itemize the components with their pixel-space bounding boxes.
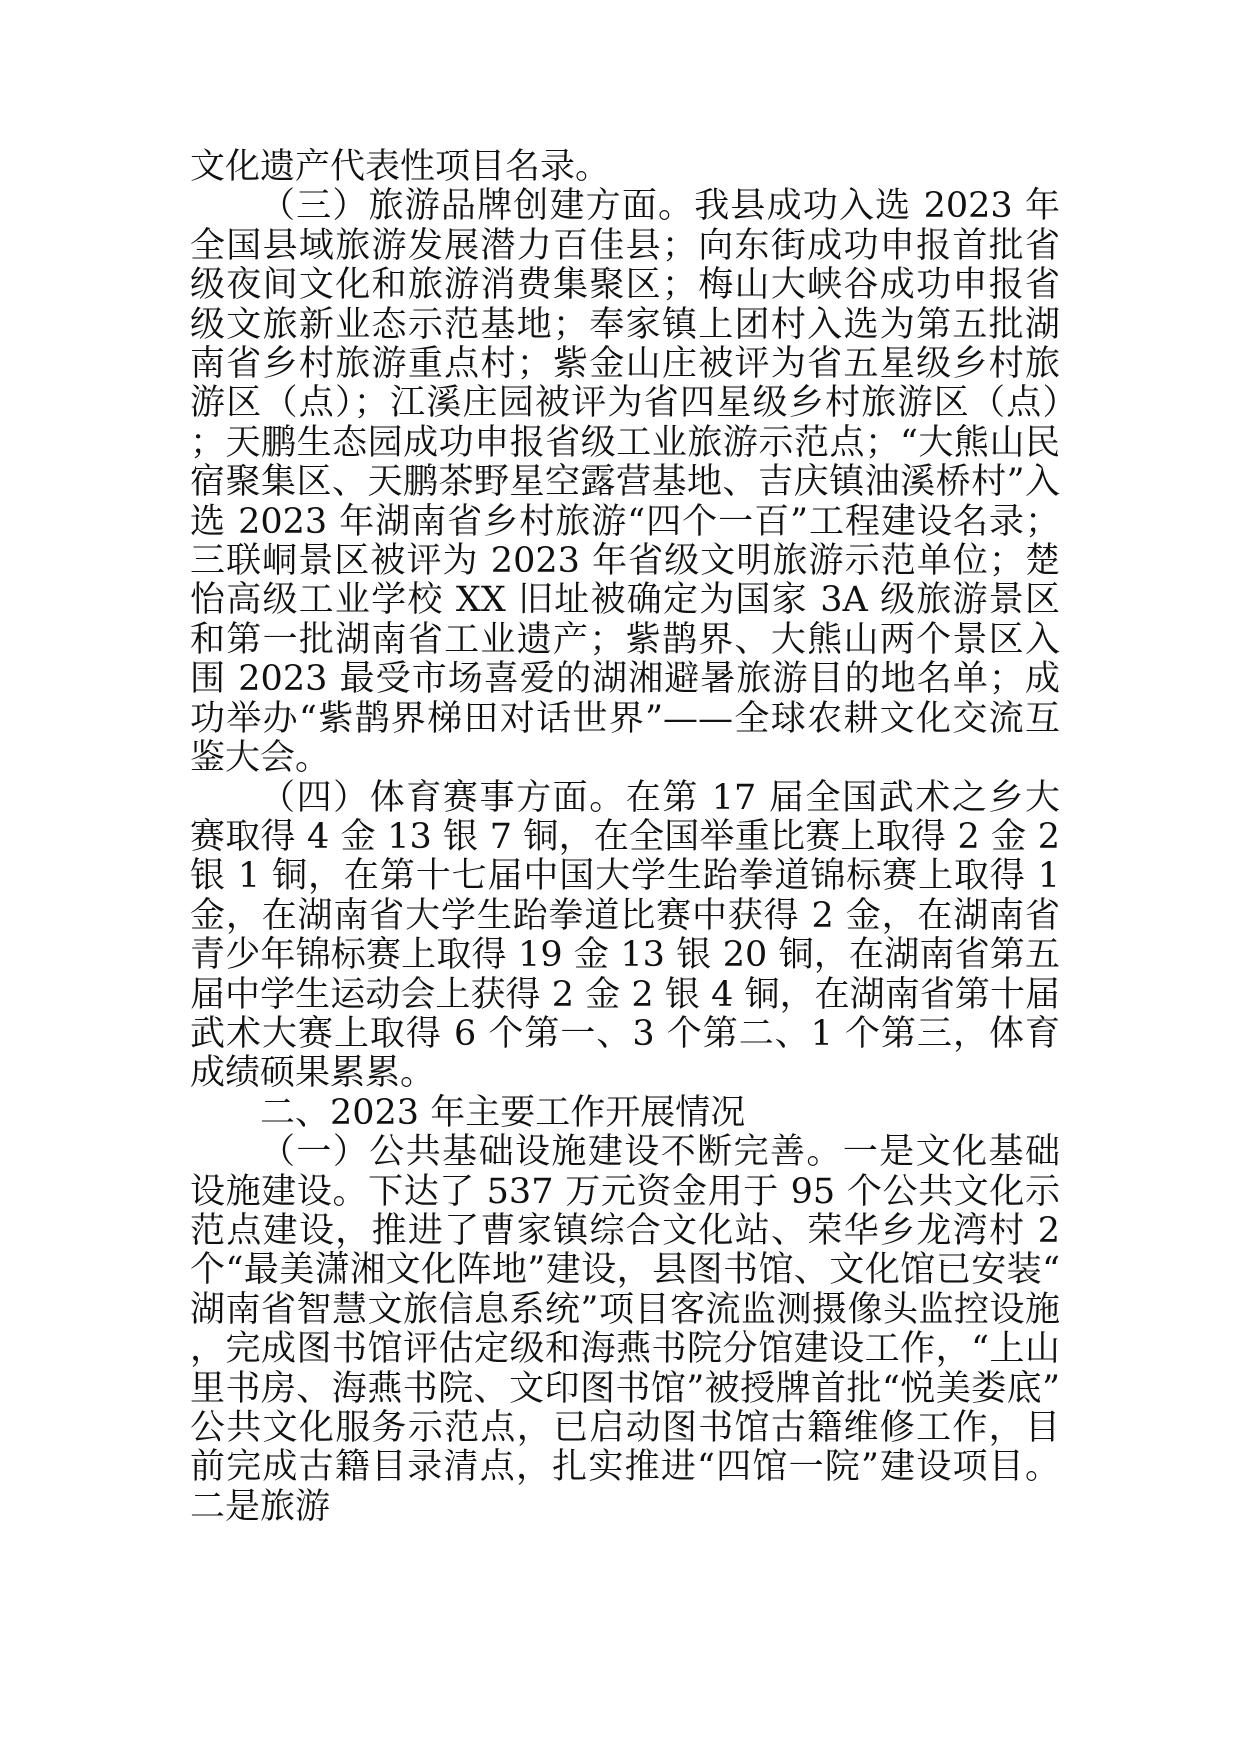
paragraph-heritage-list-continued: 文化遗产代表性项目名录。: [190, 147, 611, 187]
section-heading-2023-work: 二、2023 年主要工作开展情况: [260, 1092, 746, 1133]
paragraph-tourism-brand: （三）旅游品牌创建方面。我县成功入选 2023 年全国县域旅游发展潜力百佳县；向东街成功申报首批省级夜间文化和旅游消费集聚区；梅山大峡谷成功申报省级文旅新业态示范基地；奉家镇上团村入选为第五批湖南省乡村旅游重点村；紫金山庄被评为省五星级乡村旅游区（点）；江溪庄园被评为省四星级乡村旅游区（点）；天鹏生态园成功申报省级工业旅游示范点；“大熊山民宿聚集区、天鹏茶野星空露营基地、吉庆镇油溪桥村”入选 2023 年湖南省乡村旅游“四个一百”工程建设名录；三联峒景区被评为 2023 年省级文明旅游示范单位；楚怡高级工业学校 XX 旧址被确定为国家 3A 级旅游景区和第一批湖南省工业遗产；紫鹊界、大熊山两个景区入围 2023 最受市场喜爱的湖湘避暑旅游目的地名单；成功举办“紫鹊界梯田对话世界”——全球农耕文化交流互鉴大会。: [190, 186, 1060, 779]
paragraph-sports-events: （四）体育赛事方面。在第 17 届全国武术之乡大赛取得 4 金 13 银 7 铜，在全国举重比赛上取得 2 金 2 银 1 铜，在第十七届中国大学生跆拳道锦标赛上取得 1 金，在湖南省大学生跆拳道比赛中获得 2 金，在湖南省青少年锦标赛上取得 19 金 13 银 20 铜，在湖南省第五届中学生运动会上获得 2 金 2 银 4 铜，在湖南省第十届武术大赛上取得 6 个第一、3 个第二、1 个第三，体育成绩硕果累累。: [190, 777, 1060, 1094]
document-body: [190, 148, 1060, 1527]
paragraph-public-infrastructure: （一）公共基础设施建设不断完善。一是文化基础设施建设。下达了 537 万元资金用于 95 个公共文化示范点建设，推进了曹家镇综合文化站、荣华乡龙湾村 2 个“最美潇湘文化阵地”建设，县图书馆、文化馆已安装“湖南省智慧文旅信息系统”项目客流监测摄像头监控设施，完成图书馆评估定级和海燕书院分馆建设工作，“上山里书房、海燕书院、文印图书馆”被授牌首批“悦美娄底”公共文化服务示范点，已启动图书馆古籍维修工作，目前完成古籍目录清点，扎实推进“四馆一院”建设项目。二是旅游: [190, 1132, 1060, 1527]
